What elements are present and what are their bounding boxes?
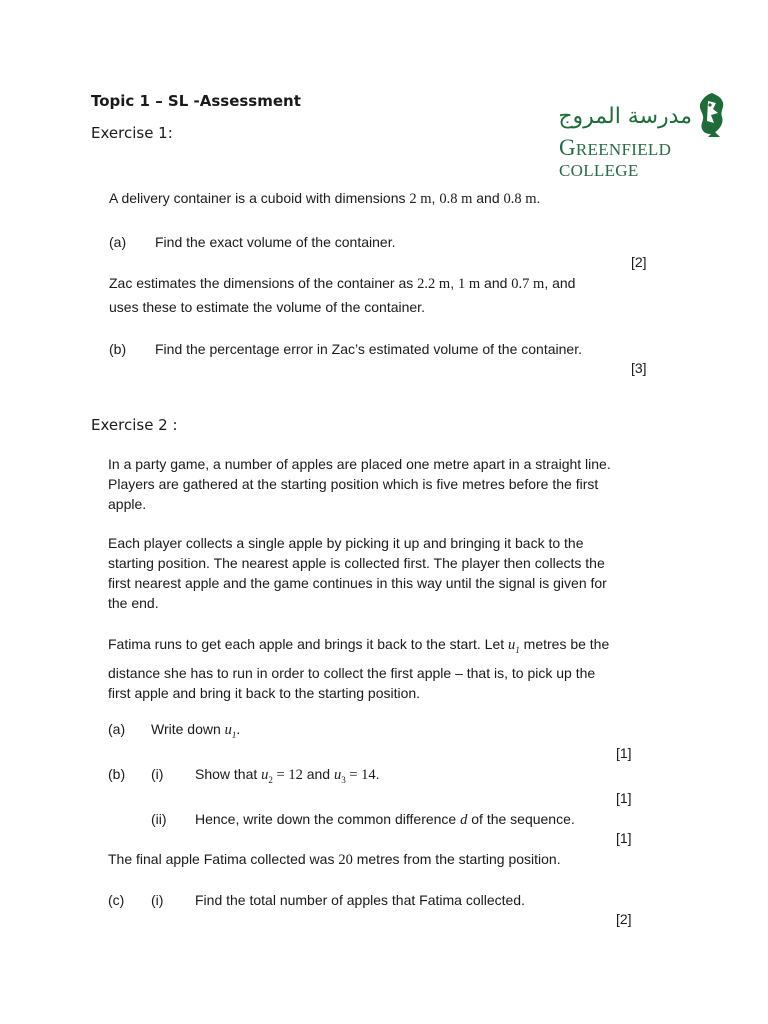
ex2-final-apple: The final apple Fatima collected was 20 metres from the starting position. (108, 851, 561, 868)
zac-intro: Zac estimates the dimensions of the container as (109, 275, 414, 291)
u2-equation: $u_2 = 12$ (261, 767, 303, 785)
page-title: Topic 1 – SL -Assessment (91, 92, 301, 110)
p1-line: In a party game, a number of apples are placed one metre apart in a straight line. (108, 456, 611, 472)
ex2-paragraph-1 (108, 454, 611, 514)
u1-symbol: $u_1$ (508, 637, 520, 655)
p1-line: Players are gathered at the starting position which is five metres before the first (108, 476, 599, 492)
p3-pre: Fatima runs to get each apple and brings it back to the start. Let (108, 636, 505, 652)
ex2-paragraph-2 (108, 533, 607, 613)
p3-line: distance she has to run in order to collect the first apple – that is, to pick up the (108, 664, 596, 681)
dimension-length: 2 m (409, 191, 432, 207)
u3-equation: $u_3 = 14$ (333, 767, 376, 785)
final-distance: 20 (338, 852, 353, 868)
ex1-b-label: (b) (109, 341, 127, 357)
p2-line: first nearest apple and the game continues in this way until the signal is given for (108, 575, 607, 591)
d-symbol: d (460, 812, 468, 828)
ex1-a-mark: [2] (631, 254, 647, 270)
and-word: and (484, 275, 508, 291)
p2-line: the end. (108, 595, 159, 611)
u1-symbol: $u_1$ (224, 722, 237, 740)
dimension-height: 0.8 m (503, 191, 537, 207)
exercise-2-label: Exercise 2 : (91, 416, 178, 434)
p2-line: Each player collects a single apple by picking it up and bringing it back to the (108, 535, 584, 551)
ex1-a-text: Find the exact volume of the container. (155, 234, 396, 250)
ex2-ci-text: Find the total number of apples that Fatima collected. (195, 892, 525, 908)
logo-first-letter: G (559, 135, 576, 160)
and-word: and (476, 190, 500, 206)
ex2-a-mark: [1] (616, 745, 632, 761)
p3-line (108, 634, 609, 660)
p3-line: first apple and bring it back to the starting position. (108, 684, 421, 701)
ex2-paragraph-3 (108, 634, 609, 703)
zac-width: 1 m (457, 276, 481, 292)
college-logo (556, 88, 732, 180)
zac-length: 2.2 m (417, 276, 451, 292)
ex2-ci-label: (i) (151, 892, 164, 908)
ex2-b-label: (b) (108, 766, 126, 782)
ex1-intro: A delivery container is a cuboid with dimensions 2 m, 0.8 m and 0.8 m. (109, 190, 541, 207)
ex1-zac-line2: uses these to estimate the volume of the container. (109, 299, 425, 315)
logo-english-text (559, 135, 732, 181)
ex1-a-label: (a) (109, 234, 127, 250)
ex2-bii-mark: [1] (616, 830, 632, 846)
p1-line: apple. (108, 496, 147, 512)
zac-height: 0.7 m (511, 276, 545, 292)
ex2-bi-mark: [1] (616, 790, 632, 806)
ex1-b-text: Find the percentage error in Zac’s estimated volume of the container. (155, 341, 582, 357)
ex2-bii-text: Hence, write down the common difference d of the sequence. (195, 811, 575, 828)
ex1-intro-text: A delivery container is a cuboid with dimensions (109, 190, 406, 206)
ex1-zac-line1: Zac estimates the dimensions of the container as 2.2 m, 1 m and 0.7 m, and (109, 275, 576, 292)
ex2-c-label: (c) (108, 892, 125, 908)
ex2-bi-label: (i) (151, 766, 164, 782)
zac-post: , and (544, 275, 576, 291)
ex2-a-text: Write down $u_1$. (151, 721, 241, 740)
ex2-bi-text: Show that $u_2 = 12$ and $u_3 = 14$. (195, 766, 380, 785)
logo-rest-text: REENFIELD COLLEGE (559, 140, 672, 180)
dimension-width: 0.8 m (439, 191, 473, 207)
p3-post: metres be the (523, 636, 610, 652)
ex2-a-label: (a) (108, 721, 126, 737)
lion-crest-icon (696, 91, 728, 137)
ex2-ci-mark: [2] (616, 911, 632, 927)
ex2-bii-label: (ii) (151, 811, 167, 827)
p2-line: starting position. The nearest apple is collected first. The player then collects the (108, 555, 605, 571)
logo-arabic-text: مدرسة المروج (558, 104, 692, 129)
exercise-1-label: Exercise 1: (91, 124, 173, 142)
ex1-b-mark: [3] (631, 360, 647, 376)
